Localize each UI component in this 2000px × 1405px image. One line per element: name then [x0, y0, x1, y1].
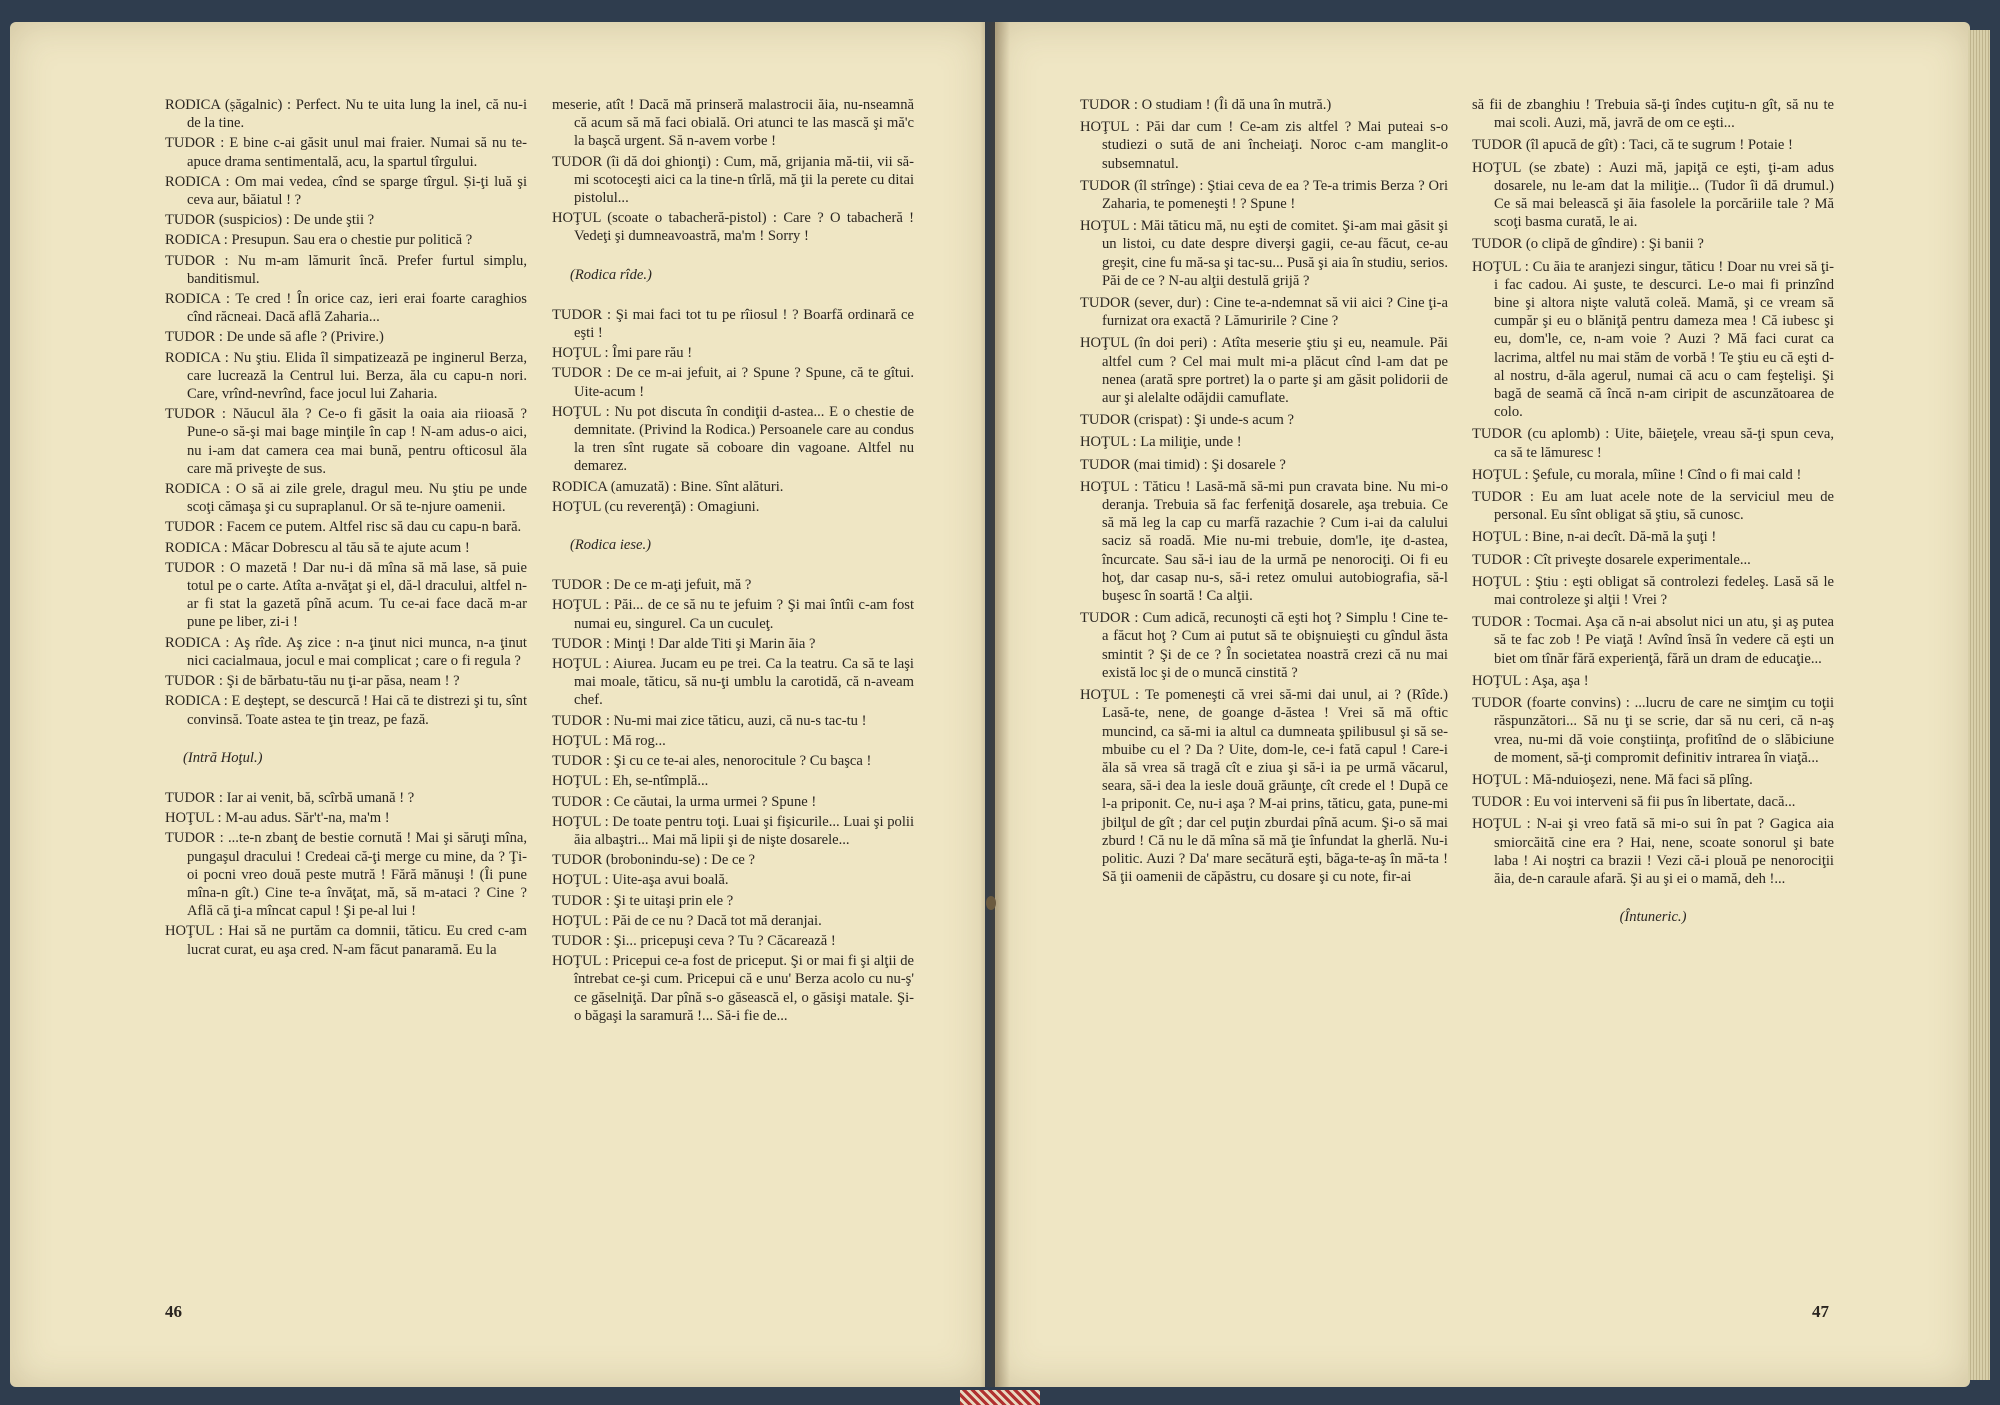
dialogue-line: TUDOR (îi dă doi ghionţi) : Cum, mă, grijania mă-tii, vii să-mi scotoceşti aici ca la tine-n tîrlă, mă ţii la perete cu ditai pistolul... — [552, 153, 914, 207]
dialogue-line: HOŢUL (scoate o tabacheră-pistol) : Care ? O tabacheră ! Vedeţi şi dumneavoastră, ma'm ! Sorry ! — [552, 210, 914, 245]
page-edges — [1968, 30, 1990, 1380]
dialogue-line: TUDOR (foarte convins) : ...lucru de care ne simţim cu toţii răspunzători... Să nu ţi se scrie, dar să nu ceri, că n-aş vrea, nu-mi dă voie conştiinţa, profitînd de o slăbiciune de moment, să-ţi compromit definitiv intrarea în viaţă... — [1472, 695, 1834, 766]
dialogue-line: TUDOR : Şi mai faci tot tu pe rîiosul ! ? Boarfă ordinară ce eşti ! — [552, 306, 914, 342]
dialogue-line: HOŢUL : Uite-aşa avui boală. — [552, 872, 729, 889]
dialogue-line: HOŢUL : Şefule, cu morala, mîine ! Cînd o fi mai cald ! — [1472, 466, 1802, 483]
dialogue-line: HOŢUL : Te pomeneşti că vrei să-mi dai unul, ai ? (Rîde.) Lasă-te, nene, de goange d-ăstea ! Vrei să mă oftic muncind, ca să-mi ia altul ca dumneata şpilibusul şi să se-mbuibe cu el ? Da ? Uite, dom-le, ce-i fată capul ! Care-i ăla să vrea să tragă cît e ziua şi să-i ia pe urmă văcarul, seara, să-i dea la iesle două grăunţe, cît crede el ! După ce l-a priponit. Ce, nu-i aşa ? M-ai prins, tăticu, gata, pune-mi jbilţul de gît ; dar cel puţin zburdai pînă acum. Şi-o să mai zburd ! Că nu le dă mîna să mă ţie înfundat la gherlă. Nu-i politic. Auzi ? Da' mare secătură eşti, băga-te-aş în mă-ta ! Să ţii oamenii de căpăstru, cu dosare şi cu note, fir-ai — [1080, 687, 1448, 886]
dialogue-line: HOŢUL : Măi tăticu mă, nu eşti de comitet. Şi-am mai găsit şi un listoi, cu date despre diverşi gagii, ce-au făcut, ce-au greşit, cine fu mă-sa şi tac-su... Pusă şi aia în studiu, serios. Păi de ce ? N-au alţii destulă grijă ? — [1080, 218, 1448, 289]
dialogue-line: HOŢUL : M-au adus. Săr't'-na, ma'm ! — [165, 810, 390, 827]
stage-direction: (Rodica rîde.) — [570, 266, 652, 283]
dialogue-line: RODICA (ṣăgalnic) : Perfect. Nu te uita lung la inel, că nu-i de la tine. — [165, 97, 527, 132]
dialogue-line: HOŢUL : Îmi pare rău ! — [552, 345, 693, 362]
dialogue-line: TUDOR : De ce m-aţi jefuit, mă ? — [552, 577, 752, 594]
dialogue-line: RODICA : O să ai zile grele, dragul meu. Nu ştiu pe unde scoţi cămaşa şi cu supraplanul. Or să te-njure oamenii. — [165, 481, 527, 516]
dialogue-line: RODICA : Nu ştiu. Elida îl simpatizează pe inginerul Berza, care lucrează la Centrul lui. Berza, ăla cu capu-n nori. Care, vrînd-nevrînd, face jocul lui Zaharia. — [165, 349, 527, 403]
dialogue-line: HOŢUL : Nu pot discuta în condiţii d-astea... E o chestie de demnitate. (Privind la Rodica.) Persoanele care au condus la tren sînt rugate să coboare din vagoane. Altfel nu demarez. — [552, 403, 914, 475]
dialogue-line: RODICA : Măcar Dobrescu al tău să te ajute acum ! — [165, 539, 470, 556]
dialogue-line: TUDOR : Şi cu ce te-ai ales, nenorocitule ? Cu başca ! — [552, 753, 872, 770]
dialogue-line: HOŢUL : Păi de ce nu ? Dacă tot mă deranjai. — [552, 912, 822, 929]
dialogue-line: HOŢUL : Tăticu ! Lasă-mă să-mi pun cravata bine. Nu mi-o deranja. Trebuia să fac ferfeniţă dosarele, aşa trebuia. Ce să mă leg la cap cu marfă razachie ? Cum i-ai da calului saciz să roadă. Mie nu-mi trebuie, dom'le, iţe d-astea, încurcate. Sau să-i iau de la urmă pe nenorociţi. Oi fi eu hoţ, dar casap nu-s, să-i retez omului autobiografia, să-l buşesc în soartă ! Ca alţii. — [1080, 478, 1448, 605]
dialogue-line: TUDOR : Nu-mi mai zice tăticu, auzi, că nu-s tac-tu ! — [552, 712, 867, 729]
dialogue-line: HOŢUL : Pricepui ce-a fost de priceput. Şi or mai fi şi alţii de întrebat ce-şi cum. Pricepui că e unu' Berza acolo cu nu-ş' ce găselniţă. Dar pînă s-o găsească el, o găsişi matale. Şi-o băgaşi la saramură !... Să-i fie de... — [552, 953, 914, 1024]
dialogue-line: TUDOR : Eu voi interveni să fii pus în libertate, dacă... — [1472, 794, 1796, 811]
dialogue-line: TUDOR : ...te-n zbanţ de bestie cornută ! Mai şi săruţi mîna, pungaşul dracului ! Credeai că-ţi merge cu mine, da ? Ţi-oi pocni vreo două peste mutră ! Fără mănuşi ! (Îi pune mîna-n gît.) Cine te-a învăţat, mă, să m-ataci ? Cine ? Află că ţi-a mîncat capul ! Şi pe-al lui ! — [165, 830, 527, 920]
binding-mark — [986, 896, 996, 910]
dialogue-line: TUDOR : Ce căutai, la urma urmei ? Spune ! — [552, 793, 817, 810]
column-3 — [1080, 96, 1448, 890]
dialogue-line: HOŢUL : Mă-nduioşezi, nene. Mă faci să plîng. — [1472, 771, 1753, 788]
dialogue-line: TUDOR (crispat) : Şi unde-s acum ? — [1080, 412, 1294, 429]
dialogue-line: HOŢUL : Păi dar cum ! Ce-am zis altfel ? Mai puteai s-o studiezi o sută de ani încheiaţi. Noroc c-am manglit-o subsemnatul. — [1080, 119, 1448, 172]
dialogue-line: TUDOR : O studiam ! (Îi dă una în mutră.) — [1080, 97, 1332, 113]
dialogue-line: TUDOR (brobonindu-se) : De ce ? — [552, 852, 756, 869]
dialogue-line: TUDOR : De ce m-ai jefuit, ai ? Spune ? Spune, că te gîtui. Uite-acum ! — [552, 365, 914, 400]
dialogue-line: TUDOR : Iar ai venit, bă, scîrbă umană ! ? — [165, 789, 415, 806]
dialogue-line: TUDOR : Şi de bărbatu-tău nu ţi-ar păsa, neam ! ? — [165, 673, 460, 690]
dialogue-line: TUDOR : Şi te uitaşi prin ele ? — [552, 892, 734, 909]
dialogue-line: RODICA : Om mai vedea, cînd se sparge tîrgul. Ṣi-ţi luă şi ceva aur, băiatul ! ? — [165, 173, 527, 209]
dialogue-line: TUDOR : Şi... pricepuşi ceva ? Tu ? Căcarează ! — [552, 932, 836, 949]
dialogue-line: HOŢUL : Mă rog... — [552, 732, 666, 749]
dialogue-line: HOŢUL : Aiurea. Jucam eu pe trei. Ca la teatru. Ca să te laşi mai moale, tăticu, să nu-ţi umblu la carotidă, că n-aveam chef. — [552, 656, 914, 709]
column-2 — [552, 96, 914, 1027]
dialogue-line: HOŢUL : Ştiu : eşti obligat să controlezi fedeleş. Lasă să le mai controleze şi alţii ! Vrei ? — [1472, 573, 1834, 609]
stage-direction: (Rodica iese.) — [570, 537, 652, 554]
dialogue-line: RODICA : E deştept, se descurcă ! Hai că te distrezi şi tu, sînt convinsă. Toate astea te ţin treaz, pe fază. — [165, 693, 527, 728]
dialogue-line: HOŢUL : La miliţie, unde ! — [1080, 434, 1242, 451]
stage-direction: (Intră Hoţul.) — [183, 749, 263, 766]
dialogue-line: HOŢUL : Cu ăia te aranjezi singur, tăticu ! Doar nu vrei să ţi-i fac cadou. Ai şuste, te descurci. Le-o mai fi prinzînd bine şi altora nişte valută coleă. Mamă, şi ce vream să cumpăr şi eu o blăniţă pentru dameza mea ! Că iubesc şi eu, dom'le, ce, n-am voie ? Auzi ? Mă faci curat ca lacrima, altfel nu mai stăm de vorbă ! Te ştiu eu că eşti d-al nostru, d-ăla agerul, numai că acu o cam feştelişi. Şi bagă de seamă că încă n-am ciripit de ascunzătoarea de colo. — [1472, 258, 1834, 421]
dialogue-line: HOŢUL : Aşa, aşa ! — [1472, 672, 1589, 689]
dialogue-line: TUDOR : Minţi ! Dar alde Titi şi Marin ăia ? — [552, 635, 816, 652]
dialogue-line: TUDOR (sever, dur) : Cine te-a-ndemnat să vii aici ? Cine ţi-a furnizat ora exactă ? Lămuririle ? Cine ? — [1080, 295, 1448, 330]
book-gutter — [980, 22, 1010, 1387]
dialogue-line: TUDOR : E bine c-ai găsit unul mai fraier. Numai să nu te-apuce drama sentimentală, acu, la spartul tîrgului. — [165, 135, 527, 170]
dialogue-line: TUDOR : Eu am luat acele note de la serviciul meu de personal. Eu sînt obligat să ştiu, să cunosc. — [1472, 489, 1834, 524]
dialogue-line: HOŢUL : De toate pentru toţi. Luai şi fişicurile... Luai şi polii ăia albaştri... Mai mă lipii şi de nişte dosarele... — [552, 813, 914, 848]
dialogue-line: meserie, atît ! Dacă mă prinseră malastrocii ăia, nu-nseamnă că acum să mă faci obială. Ori atunci te las mască şi mă'c la başcă urgent. Să n-avem vorbe ! — [552, 97, 914, 150]
dialogue-line: TUDOR : De unde să afle ? (Privire.) — [165, 329, 384, 346]
dialogue-line: HOŢUL : Bine, n-ai decît. Dă-mă la şuţi ! — [1472, 529, 1717, 546]
dialogue-line: TUDOR (îl strînge) : Ştiai ceva de ea ? Te-a trimis Berza ? Ori Zaharia, te pomeneşti ! ? Spune ! — [1080, 177, 1448, 213]
dialogue-line: TUDOR : Cum adică, recunoşti că eşti hoţ ? Simplu ! Cine te-a făcut hoţ ? Cum ai putut să te obişnuieşti cu gîndul ăsta smintit ? Şi de ce ? În societatea noastră crezi că nu mai există loc şi de o muncă cinstită ? — [1080, 610, 1448, 681]
dialogue-line: TUDOR (cu aplomb) : Uite, băieţele, vreau să-ţi spun ceva, ca să te lămuresc ! — [1472, 426, 1834, 461]
dialogue-line: HOŢUL (cu reverenţă) : Omagiuni. — [552, 498, 760, 515]
dialogue-line: RODICA (amuzată) : Bine. Sînt alături. — [552, 478, 784, 495]
dialogue-line: să fii de zbanghiu ! Trebuia să-ţi îndes cuţitu-n gît, să nu te mai scoli. Auzi, mă, javră de om ce eşti... — [1472, 97, 1834, 132]
dialogue-line: HOŢUL : N-ai şi vreo fată să mi-o sui în pat ? Gagica aia smiorcăită cine era ? Hai, nene, scoate sonorul şi bate laba ! Ai noştri ca brazii ! Vezi că-i plouă pe nenorociţii ăia, de-n caraule afară. Şi au şi ei o mamă, deh !... — [1472, 816, 1834, 887]
dialogue-line: TUDOR : Tocmai. Aşa că n-ai absolut nici un atu, şi aş putea să te fac zob ! Pe viaţă ! Avînd însă în vedere că eşti un biet om tînăr fără experienţă, fără un dram de educaţie... — [1472, 614, 1834, 667]
dialogue-line: HOŢUL : Păi... de ce să nu te jefuim ? Şi mai întîi c-am fost numai eu, singurel. Ca un cuculeţ. — [552, 597, 914, 632]
dialogue-line: TUDOR : Nu m-am lămurit încă. Prefer furtul simplu, banditismul. — [165, 252, 527, 287]
dialogue-line: RODICA : Presupun. Sau era o chestie pur politică ? — [165, 232, 473, 249]
dialogue-line: HOŢUL : Eh, se-ntîmplă... — [552, 773, 709, 790]
column-4 — [1472, 96, 1834, 948]
page-number-left: 46 — [165, 1302, 182, 1321]
dialogue-line: TUDOR (suspicios) : De unde ştii ? — [165, 212, 375, 229]
dialogue-line: TUDOR : Năucul ăla ? Ce-o fi găsit la oaia aia riioasă ? Pune-o să-şi mai bage minţile în cap ! N-am adus-o aici, nu i-am dat camera cea mai bună, pentru ofticosul ăla care mă priveşte de sus. — [165, 406, 527, 477]
dialogue-line: HOŢUL (în doi peri) : Atîta meserie ştiu şi eu, neamule. Păi altfel cum ? Cel mai mult mi-a plăcut cînd l-am dat pe nenea (arată spre portret) la o parte şi am găsit polidorii de aur şi alelalte odăjdii camuflate. — [1080, 335, 1448, 407]
dialogue-line: HOŢUL : Hai să ne purtăm ca domnii, tăticu. Eu cred c-am lucrat curat, eu aşa cred. N-am făcut panaramă. Eu la — [165, 923, 527, 958]
page-number-right: 47 — [1812, 1302, 1829, 1321]
dialogue-line: TUDOR (mai timid) : Şi dosarele ? — [1080, 456, 1286, 473]
bookmark-ribbon — [960, 1390, 1040, 1405]
dialogue-line: TUDOR (îl apucă de gît) : Taci, că te sugrum ! Potaie ! — [1472, 137, 1793, 154]
dialogue-line: TUDOR : Facem ce putem. Altfel risc să dau cu capu-n bară. — [165, 519, 522, 536]
dialogue-line: TUDOR (o clipă de gîndire) : Şi banii ? — [1472, 236, 1704, 253]
column-1 — [165, 96, 527, 961]
dialogue-line: RODICA : Aş rîde. Aş zice : n-a ţinut nici munca, n-a ţinut nici cacialmaua, jocul e mai complicat ; care o fi regula ? — [165, 634, 527, 669]
stage-direction: (Întuneric.) — [1619, 909, 1687, 926]
dialogue-line: HOŢUL (se zbate) : Auzi mă, japiţă ce eşti, ţi-am adus dosarele, nu le-am dat la miliţie... (Tudor îi dă drumul.) Ce să mai belească şi ăia fasolele la porcăriile tale ? Mă scoţi basma curată, le ai. — [1472, 159, 1834, 231]
dialogue-line: TUDOR : Cît priveşte dosarele experimentale... — [1472, 551, 1751, 568]
dialogue-line: TUDOR : O mazetă ! Dar nu-i dă mîna să mă lase, să puie totul pe o carte. Atîta a-nvăţat şi el, dă-l dracului, altfel n-ar fi stat la gazetă pînă acum. Tu ce-ai face dacă m-ar pune pe liber, zi-i ! — [165, 559, 527, 631]
dialogue-line: RODICA : Te cred ! În orice caz, ieri erai foarte caraghios cînd răcneai. Dacă află Zaharia... — [165, 291, 527, 326]
